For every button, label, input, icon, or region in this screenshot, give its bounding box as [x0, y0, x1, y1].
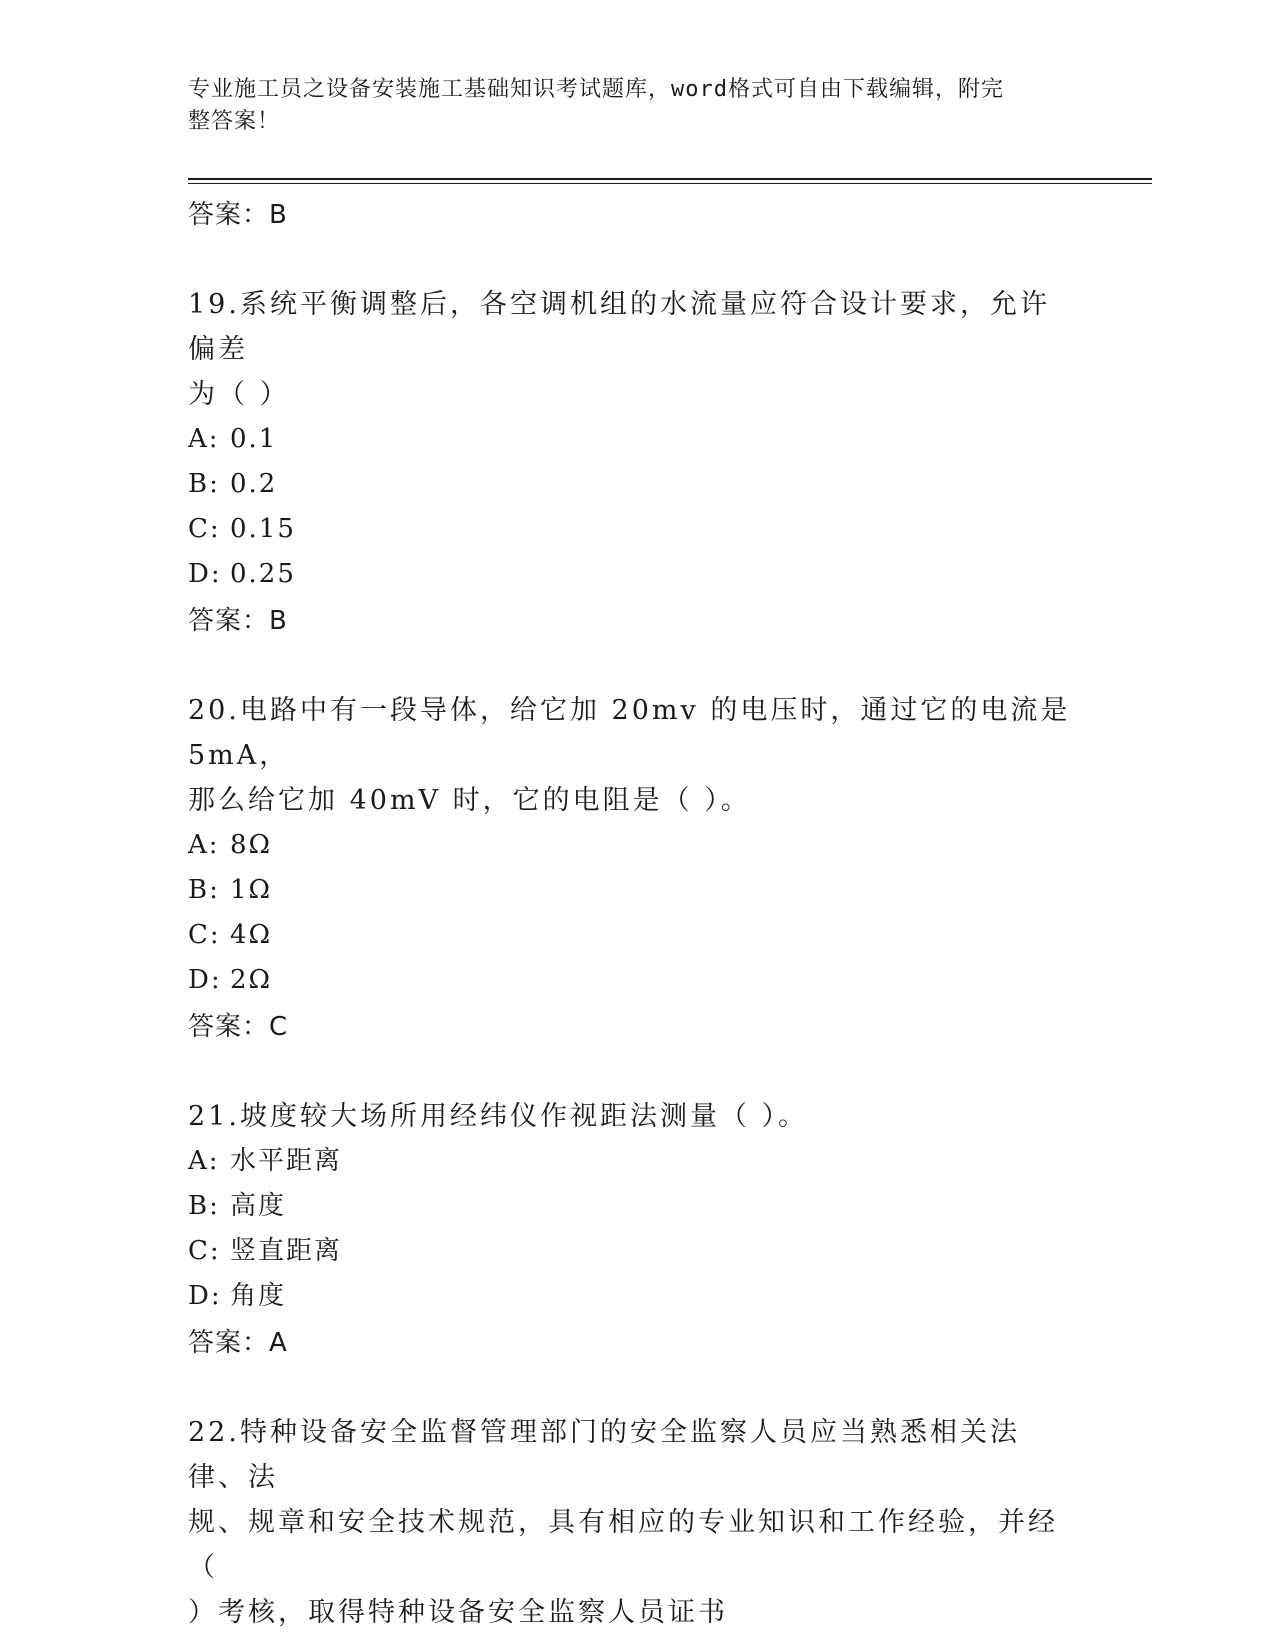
option-letter: A:	[188, 1146, 220, 1176]
option-d	[188, 1274, 1078, 1319]
page-header	[188, 74, 1088, 138]
header-divider-thin	[188, 183, 1152, 184]
answer: 答案：A	[188, 1328, 288, 1358]
option-letter: C:	[188, 514, 221, 544]
question-text-line: 那么给它加 40mV 时，它的电阻是（ ）。	[188, 785, 751, 816]
option-b	[188, 868, 1078, 913]
option-b	[188, 462, 1078, 507]
question-21	[188, 1094, 1078, 1361]
answer-previous: 答案：B	[188, 200, 288, 230]
option-a	[188, 1139, 1078, 1184]
option-text: 1Ω	[230, 875, 273, 905]
option-c	[188, 507, 1078, 552]
answer: 答案：C	[188, 1012, 289, 1042]
question-text-line: 19.系统平衡调整后，各空调机组的水流量应符合设计要求，允许偏差	[188, 289, 1050, 365]
option-text: 0.25	[230, 559, 296, 589]
option-text: 角度	[230, 1281, 287, 1311]
option-letter: D:	[188, 1281, 222, 1311]
question-20	[188, 688, 1078, 1045]
question-text-line: 20.电路中有一段导体，给它加 20mv 的电压时，通过它的电流是 5mA，	[188, 695, 1071, 771]
option-letter: A:	[188, 424, 220, 454]
header-line-2: 整答案！	[188, 109, 281, 134]
header-divider-thick	[188, 178, 1152, 180]
option-letter: C:	[188, 920, 221, 950]
option-letter: B:	[188, 1191, 220, 1221]
document-body	[188, 193, 1078, 1635]
option-text: 4Ω	[230, 920, 273, 950]
question-text-line: ）考核，取得特种设备安全监察人员证书	[188, 1597, 728, 1628]
option-text: 0.1	[230, 424, 278, 454]
option-text: 8Ω	[230, 830, 273, 860]
option-c	[188, 1229, 1078, 1274]
option-letter: C:	[188, 1236, 221, 1266]
option-a	[188, 823, 1078, 868]
option-letter: B:	[188, 875, 220, 905]
question-text-line: 21.坡度较大场所用经纬仪作视距法测量（ ）。	[188, 1101, 809, 1132]
option-d	[188, 552, 1078, 597]
option-a	[188, 417, 1078, 462]
option-text: 竖直距离	[230, 1236, 343, 1266]
option-letter: B:	[188, 469, 220, 499]
option-d	[188, 958, 1078, 1003]
question-text-line: 规、规章和安全技术规范，具有相应的专业知识和工作经验，并经（	[188, 1507, 1058, 1583]
option-letter: A:	[188, 830, 220, 860]
question-text-line: 为（ ）	[188, 379, 290, 410]
option-text: 水平距离	[230, 1146, 343, 1176]
question-19	[188, 282, 1078, 639]
option-letter: D:	[188, 965, 222, 995]
option-text: 0.2	[230, 469, 278, 499]
header-line-1: 专业施工员之设备安装施工基础知识考试题库，word格式可自由下载编辑，附完	[188, 77, 1004, 102]
option-letter: D:	[188, 559, 222, 589]
question-text-line: 22.特种设备安全监督管理部门的安全监察人员应当熟悉相关法律、法	[188, 1417, 1020, 1493]
option-c	[188, 913, 1078, 958]
option-b	[188, 1184, 1078, 1229]
answer: 答案：B	[188, 606, 288, 636]
option-text: 2Ω	[230, 965, 273, 995]
option-text: 0.15	[230, 514, 296, 544]
option-text: 高度	[230, 1191, 287, 1221]
question-22	[188, 1410, 1078, 1635]
